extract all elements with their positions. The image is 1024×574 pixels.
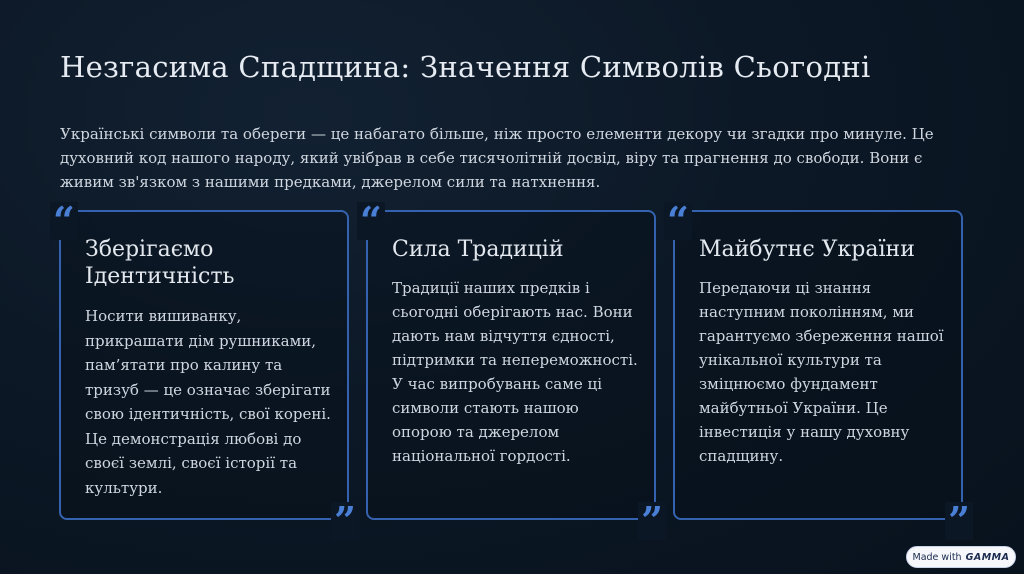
quote-open-icon: “ [357,202,385,240]
card-title: Майбутнє України [699,237,915,262]
card-traditions [360,198,663,543]
card-future [667,198,970,543]
quote-close-icon: ” [945,502,973,540]
quote-open-icon: “ [664,202,692,240]
quote-close-icon: ” [331,502,359,540]
page-title: Незгасима Спадщина: Значення Символів Сьогодні [60,50,871,84]
intro-paragraph: Українські символи та обереги — це набагато більше, ніж просто елементи декору чи згадки про минуле. Це духовний код нашого народу, який увібрав в себе тисячолітній досвід, віру та прагнення до свободи. Вони є живим зв'язком з нашими предками, джерелом сили та натхнення. [60,125,934,191]
card-title: Сила Традицій [392,237,564,262]
card-text: Носити вишиванку, прикрашати дім рушниками, пам’ятати про калину та тризуб — це означає зберігати свою ідентичність, свої корені. Це демонстрація любові до своєї землі, своєї історії та культури. [85,307,331,497]
card-text: Традиції наших предків і сьогодні оберігають нас. Вони дають нам відчуття єдності, підтримки та непереможності. У час випробувань саме ці символи стають нашою опорою та джерелом національної гордості. [392,279,638,465]
card-identity [53,198,356,543]
gamma-logo: GAMMA [965,551,1010,563]
quote-close-icon: ” [638,502,666,540]
card-text: Передаючи ці знання наступним поколінням, ми гарантуємо збереження нашої унікальної культури та зміцнюємо фундамент майбутньої України. Це інвестиція у нашу духовну спадщину. [699,279,944,465]
made-with-gamma-badge[interactable] [906,546,1016,568]
badge-prefix: Made with [912,551,962,563]
quote-open-icon: “ [50,202,78,240]
card-title: Зберігаємо Ідентичність [85,237,235,289]
